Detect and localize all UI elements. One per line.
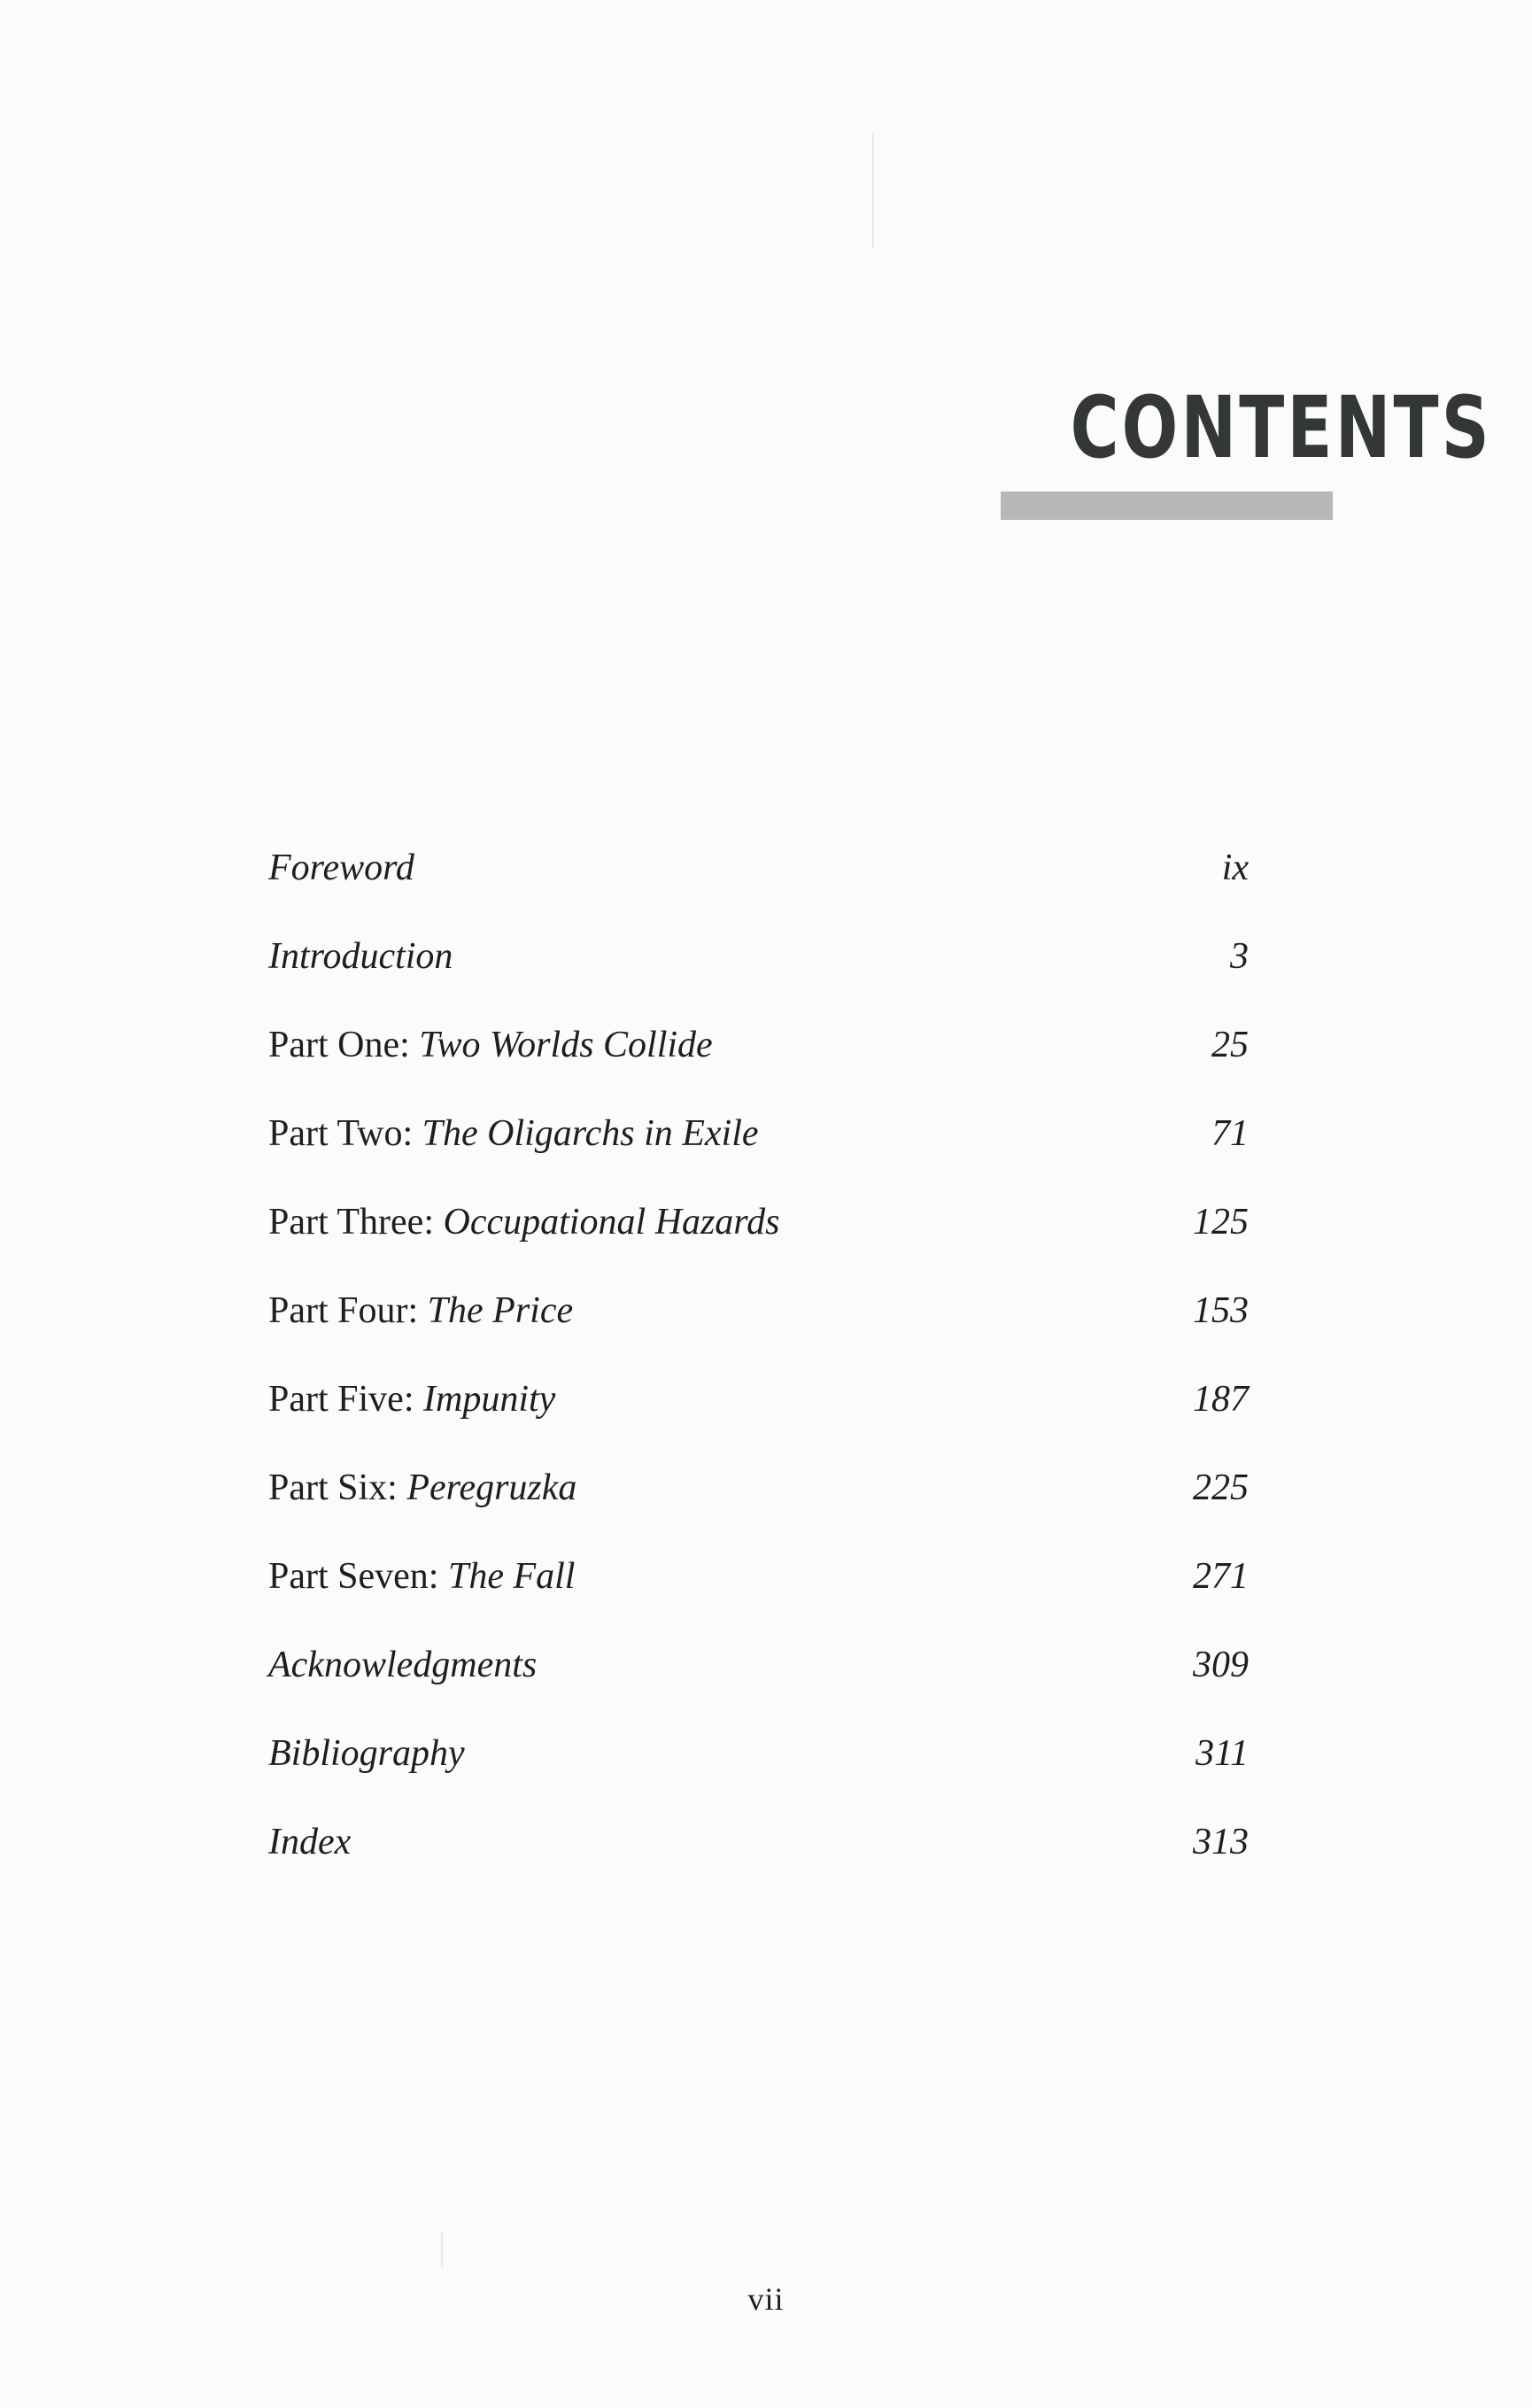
toc-entry-label bbox=[268, 1187, 779, 1258]
toc-entry bbox=[268, 1275, 1249, 1364]
toc-entry-label bbox=[268, 1807, 351, 1878]
toc-entry-title: Occupational Hazards bbox=[443, 1202, 780, 1243]
table-of-contents bbox=[268, 832, 1249, 1895]
scan-artifact bbox=[872, 133, 874, 248]
toc-entry-page: 309 bbox=[1193, 1645, 1249, 1685]
toc-entry-page: 187 bbox=[1193, 1379, 1249, 1420]
toc-entry-page: 313 bbox=[1193, 1822, 1249, 1862]
toc-entry-page: 3 bbox=[1230, 936, 1249, 977]
toc-entry bbox=[268, 1098, 1249, 1187]
toc-entry-title: Index bbox=[268, 1822, 352, 1862]
toc-entry-page: ix bbox=[1221, 848, 1249, 888]
toc-entry-label bbox=[268, 1718, 465, 1789]
toc-entry bbox=[268, 1718, 1249, 1807]
toc-entry-label bbox=[268, 1364, 555, 1435]
toc-entry-title: The Oligarchs in Exile bbox=[422, 1113, 759, 1154]
toc-entry-prefix: Part One: bbox=[268, 1025, 420, 1065]
toc-entry bbox=[268, 1630, 1249, 1718]
toc-entry bbox=[268, 1541, 1249, 1630]
toc-entry-label bbox=[268, 1452, 576, 1523]
toc-entry-page: 311 bbox=[1195, 1733, 1249, 1774]
toc-entry bbox=[268, 1364, 1249, 1452]
toc-entry-title: Peregruzka bbox=[406, 1467, 577, 1508]
page-number: vii bbox=[747, 2281, 785, 2317]
toc-entry bbox=[268, 921, 1249, 1010]
toc-entry-label bbox=[268, 1098, 759, 1169]
toc-entry-title: Impunity bbox=[423, 1379, 556, 1420]
toc-entry-label bbox=[268, 1275, 573, 1346]
toc-entry-label bbox=[268, 1010, 713, 1080]
toc-entry bbox=[268, 832, 1249, 921]
toc-entry-title: Introduction bbox=[268, 936, 453, 977]
toc-entry-prefix: Part Seven: bbox=[268, 1556, 448, 1597]
page-title: CONTENTS bbox=[1070, 378, 1492, 477]
toc-entry bbox=[268, 1807, 1249, 1895]
toc-entry-prefix: Part Four: bbox=[268, 1290, 428, 1331]
toc-entry-page: 271 bbox=[1193, 1556, 1249, 1597]
toc-entry bbox=[268, 1010, 1249, 1098]
toc-entry-title: Bibliography bbox=[268, 1733, 465, 1774]
toc-entry-page: 125 bbox=[1193, 1202, 1249, 1243]
toc-entry-label bbox=[268, 832, 414, 903]
toc-entry-label bbox=[268, 921, 453, 992]
toc-entry-prefix: Part Five: bbox=[268, 1379, 423, 1420]
toc-entry-title: Acknowledgments bbox=[268, 1645, 538, 1685]
toc-entry-title: Two Worlds Collide bbox=[419, 1025, 713, 1065]
toc-entry-page: 153 bbox=[1193, 1290, 1249, 1331]
toc-entry-page: 225 bbox=[1193, 1467, 1249, 1508]
toc-entry-label bbox=[268, 1541, 575, 1612]
toc-entry-title: The Price bbox=[427, 1290, 574, 1331]
toc-entry bbox=[268, 1187, 1249, 1275]
toc-entry-title: Foreword bbox=[268, 848, 414, 888]
toc-entry-prefix: Part Three: bbox=[268, 1202, 444, 1243]
toc-entry bbox=[268, 1452, 1249, 1541]
contents-heading-block bbox=[996, 378, 1492, 477]
toc-entry-prefix: Part Six: bbox=[268, 1467, 407, 1508]
toc-entry-label bbox=[268, 1630, 537, 1700]
toc-entry-title: The Fall bbox=[447, 1556, 576, 1597]
heading-rule bbox=[1001, 492, 1333, 520]
toc-entry-prefix: Part Two: bbox=[268, 1113, 422, 1154]
toc-entry-page: 71 bbox=[1211, 1113, 1249, 1154]
scan-artifact bbox=[441, 2232, 443, 2267]
toc-entry-page: 25 bbox=[1211, 1025, 1249, 1065]
